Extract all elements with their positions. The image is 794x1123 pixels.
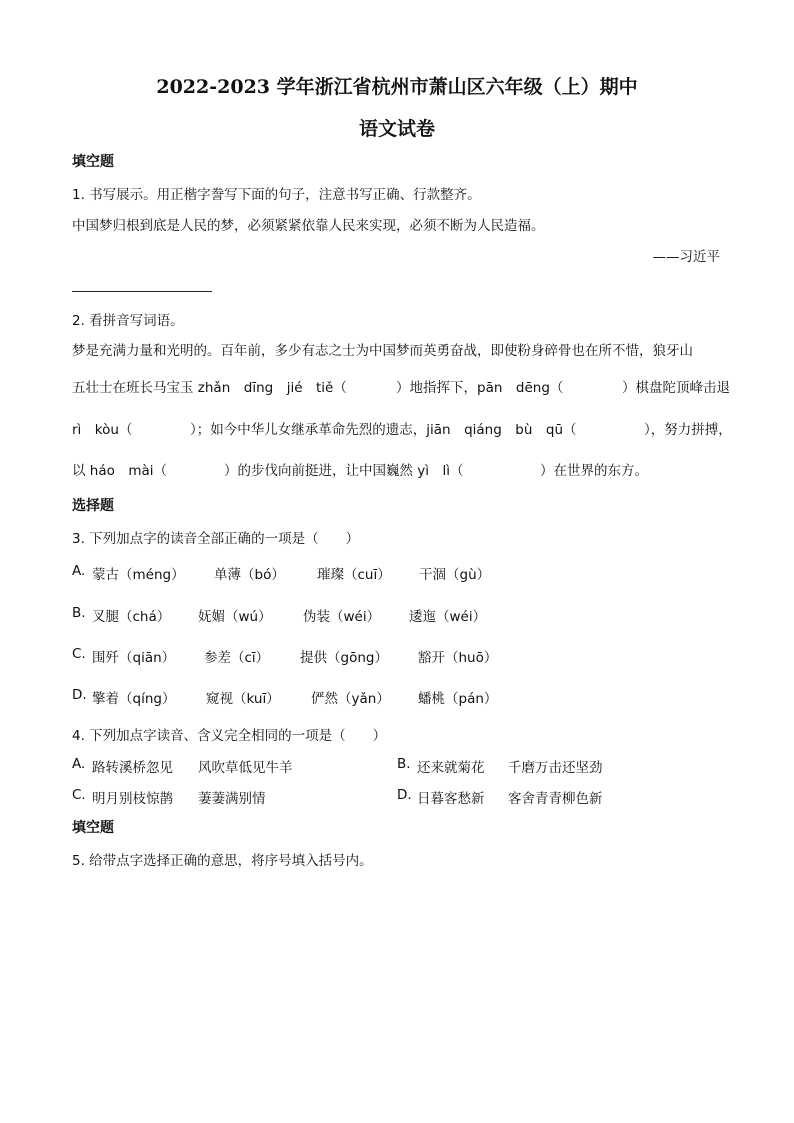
q3-option-a-item3: 璀璨（cuī） bbox=[317, 567, 391, 583]
q3-option-d-item1: 擎着（qíng） bbox=[92, 691, 176, 707]
q3-option-c-letter: C. bbox=[72, 646, 86, 662]
q4-option-b-phrase1: 还来就菊花 bbox=[417, 760, 485, 776]
q3-option-b-item4: 逶迤（wéi） bbox=[409, 609, 487, 625]
q2-prompt: 2. 看拼音写词语。 bbox=[72, 313, 184, 329]
q2-passage-line2-c: ）棋盘陀顶峰击退 bbox=[622, 380, 730, 396]
q4-option-c-phrase1: 明月别枝惊鹊 bbox=[92, 791, 173, 807]
q4-option-a-letter: A. bbox=[72, 756, 86, 772]
q4-option-b-letter: B. bbox=[397, 756, 411, 772]
q2-passage-line4-c: ）在世界的东方。 bbox=[540, 463, 648, 479]
q2-passage-line2-a: 五壮士在班长马宝玉 zhǎn dīng jié tiě（ bbox=[72, 380, 347, 396]
q4-prompt: 4. 下列加点字读音、含义完全相同的一项是（ ） bbox=[72, 728, 387, 744]
q4-option-d-phrase2: 客舍青青柳色新 bbox=[508, 791, 603, 807]
q2-passage-line4-b: ）的步伐向前挺进，让中国巍然 yì lì（ bbox=[224, 463, 464, 479]
q3-option-d-item3: 俨然（yǎn） bbox=[311, 691, 390, 707]
q3-option-d-letter: D. bbox=[72, 687, 87, 703]
q1-author: ——习近平 bbox=[652, 249, 720, 265]
section-heading-fill-2: 填空题 bbox=[72, 820, 114, 836]
q1-answer-line bbox=[72, 291, 212, 292]
q3-option-c-item3: 提供（gōng） bbox=[300, 650, 388, 666]
q5-prompt: 5. 给带点字选择正确的意思，将序号填入括号内。 bbox=[72, 853, 373, 869]
q4-option-c-phrase2: 萋萋满别情 bbox=[198, 791, 266, 807]
q3-option-b-item3: 伪装（wéi） bbox=[303, 609, 381, 625]
q3-prompt: 3. 下列加点字的读音全部正确的一项是（ ） bbox=[72, 531, 360, 547]
q3-option-b-item1: 叉腿（chá） bbox=[92, 609, 171, 625]
q3-option-c-item2: 参差（cī） bbox=[204, 650, 270, 666]
q3-option-a-item4: 干涸（gù） bbox=[419, 567, 491, 583]
q4-option-b-phrase2: 千磨万击还坚劲 bbox=[508, 760, 603, 776]
q4-option-d-phrase1: 日暮客愁新 bbox=[417, 791, 485, 807]
q2-passage-line2-b: ）地指挥下，pān dēng（ bbox=[396, 380, 564, 396]
q1-quote: 中国梦归根到底是人民的梦，必须紧紧依靠人民来实现，必须不断为人民造福。 bbox=[72, 218, 545, 234]
exam-subtitle: 语文试卷 bbox=[358, 118, 435, 140]
q3-option-a-item1: 蒙古（méng） bbox=[92, 567, 185, 583]
q3-option-b-item2: 妩媚（wú） bbox=[198, 609, 272, 625]
q4-option-a-phrase2: 风吹草低见牛羊 bbox=[198, 760, 293, 776]
exam-title: 2022-2023 学年浙江省杭州市萧山区六年级（上）期中 bbox=[156, 76, 638, 98]
q3-option-c-item1: 围歼（qiān） bbox=[92, 650, 176, 666]
section-heading-fill: 填空题 bbox=[72, 154, 114, 170]
q3-option-b-letter: B. bbox=[72, 605, 86, 621]
q3-option-a-letter: A. bbox=[72, 563, 86, 579]
q1-prompt: 1. 书写展示。用正楷字誊写下面的句子，注意书写正确、行款整齐。 bbox=[72, 187, 481, 203]
q3-option-c-item4: 豁开（huō） bbox=[418, 650, 498, 666]
q2-passage-line3-c: ），努力拼搏， bbox=[644, 422, 732, 438]
q2-passage-line4-a: 以 háo mài（ bbox=[72, 463, 168, 479]
q3-option-d-item2: 窥视（kuī） bbox=[206, 691, 280, 707]
q4-option-a-phrase1: 路转溪桥忽见 bbox=[92, 760, 173, 776]
q2-passage-line3-a: rì kòu（ bbox=[72, 422, 133, 438]
section-heading-choice: 选择题 bbox=[72, 498, 114, 514]
q4-option-d-letter: D. bbox=[397, 787, 412, 803]
q2-passage-line3-b: ）；如今中华儿女继承革命先烈的遗志，jiān qiáng bù qū（ bbox=[190, 422, 577, 438]
q3-option-d-item4: 蟠桃（pán） bbox=[418, 691, 498, 707]
q4-option-c-letter: C. bbox=[72, 787, 86, 803]
q3-option-a-item2: 单薄（bó） bbox=[214, 567, 285, 583]
q2-passage-line1: 梦是充满力量和光明的。百年前，多少有志之士为中国梦而英勇奋战，即使粉身碎骨也在所不惜，狼牙山 bbox=[72, 343, 693, 359]
